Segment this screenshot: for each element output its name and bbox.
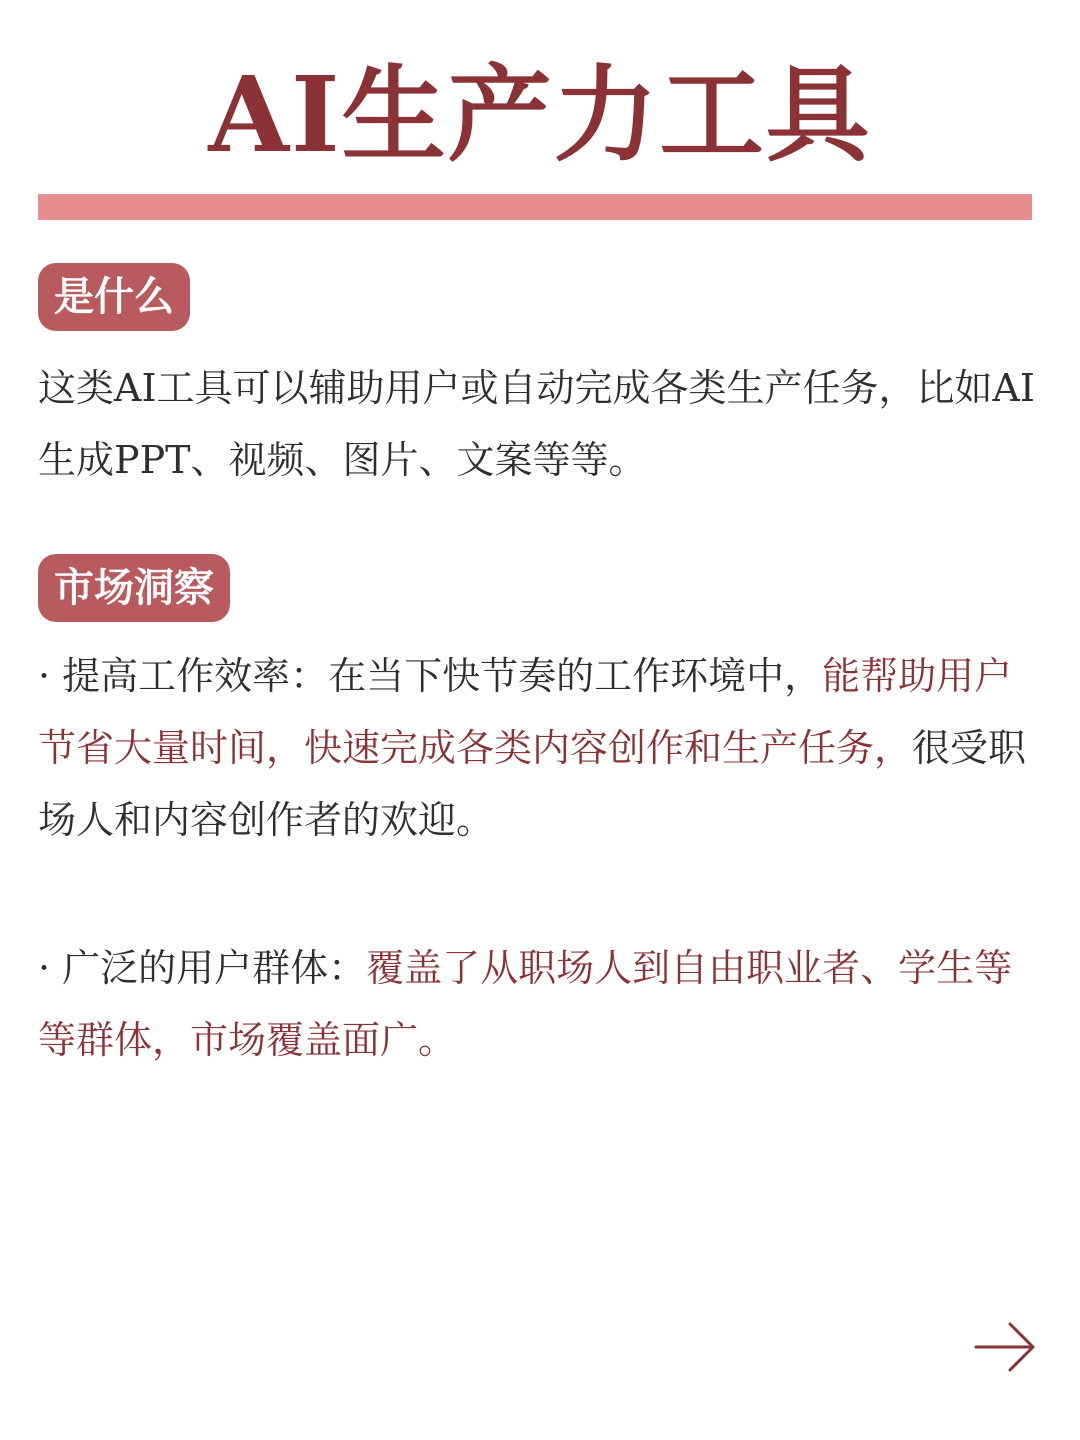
point-highlight: 覆盖了从职场人到自由职业者、学生等等群体，市场覆盖面广。 [38,946,1013,1062]
market-point-users [38,932,1038,1076]
point-lead: · 广泛的用户群体： [38,946,367,990]
arrow-right-icon-glyph [972,1314,1038,1380]
point-tail: 很受职场人和内容创作者的欢迎。 [38,726,1027,842]
point-lead: · 提高工作效率：在当下快节奏的工作环境中， [38,654,823,698]
market-point-efficiency [38,640,1038,856]
page-title: AI生产力工具 [208,53,872,176]
what-description: 这类AI工具可以辅助用户或自动完成各类生产任务，比如AI生成PPT、视频、图片、文案等等。 [38,366,1035,482]
title-divider [38,194,1032,220]
point-highlight: 能帮助用户节省大量时间，快速完成各类内容创作和生产任务， [38,654,1013,770]
section-tag-market: 市场洞察 [38,554,230,622]
section-tag-what: 是什么 [38,263,190,331]
arrow-right-icon[interactable] [972,1314,1038,1380]
